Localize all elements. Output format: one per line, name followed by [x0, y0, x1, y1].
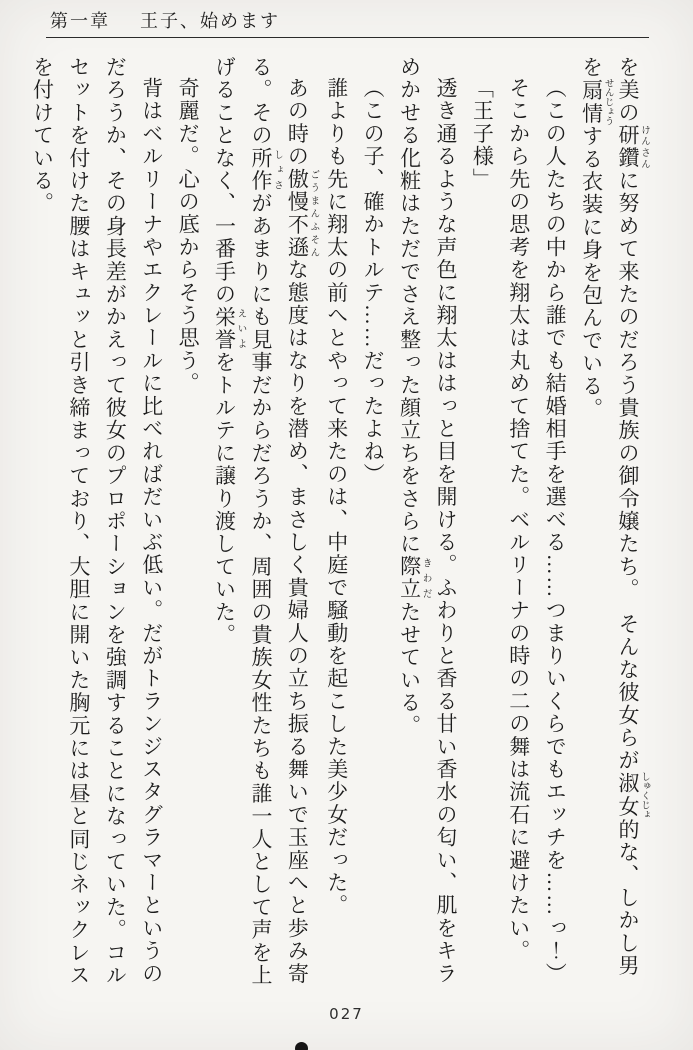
paragraph: 誰よりも先に翔太の前へとやって来たのは、中庭で騒動を起こした美少女だった。 [324, 77, 349, 917]
chapter-header [50, 7, 280, 33]
ruby-annotated-word: 際立 きわだ [397, 555, 431, 601]
paragraph: 透き通るような声色に翔太ははっと目を開ける。ふわりと香る甘い香水の匂い、肌をキラめかせる化粧はただでさえ整った顔立ちをさらに際立 きわだたせている。 [397, 56, 458, 986]
ruby-annotated-word: 所作 しょさ [248, 146, 282, 193]
chapter-number-label: 第一章 [50, 11, 110, 31]
paragraph: （この人たちの中から誰でも結婚相手を選べる……つまりいくらでもエッチを……っ！） [543, 77, 568, 985]
bottom-dot-mark [295, 1042, 308, 1050]
paragraph: 背はベルリーナやエクレールに比べればだいぶ低い。だがトランジスタグラマーというのだろうか、その身長差がかえって彼女のプロポーションを強調することになっていた。コルセットを付けた腰はキュッと引き締まっており、大胆に開いた胸元には昼と同じネックレスを付けている。 [30, 56, 164, 987]
paragraph: を美の研鑽 けんさんに努めて来たのだろう貴族の御令嬢たち。 そんな彼女らが淑女 しゅくじょ的な、しかし男を扇情 せんじょうする衣装に身を包んでいる。 [579, 56, 649, 978]
paragraph: 「王子様」 [470, 77, 495, 191]
paragraph: （この子、確かトルテ……だったよね） [361, 77, 386, 486]
paragraph: 奇麗だ。心の底からそう思う。 [176, 77, 201, 395]
ruby-annotated-word: 研鑽 けんさん [616, 124, 649, 170]
ruby-annotated-word: 傲慢不遜 ごうまんふそん [285, 167, 319, 259]
chapter-title: 王子、始めます [140, 11, 280, 31]
body-text-vertical [24, 56, 649, 996]
paragraph: そこから先の思考を翔太は丸めて捨てた。ベルリーナの時の二の舞は流石に避けたい。 [506, 77, 531, 963]
ruby-annotated-word: 淑女 しゅくじょ [616, 771, 649, 819]
paragraph: あの時の傲慢不遜 ごうまんふそんな態度はなりを潜め、まさしく貴婦人の立ち振る舞いで玉座へと歩み寄る。その所作 しょさがあまりにも見事だからだろうか、周囲の貴族女性たちも誰一人として声を上げることなく、一番手の栄誉 えいよをトルテに譲り渡していた。 [212, 56, 319, 987]
ruby-annotated-word: 栄誉 えいよ [212, 305, 246, 352]
page-number: 027 [329, 1005, 364, 1023]
ruby-annotated-word: 扇情 せんじょう [579, 78, 613, 126]
header-divider [46, 37, 649, 38]
